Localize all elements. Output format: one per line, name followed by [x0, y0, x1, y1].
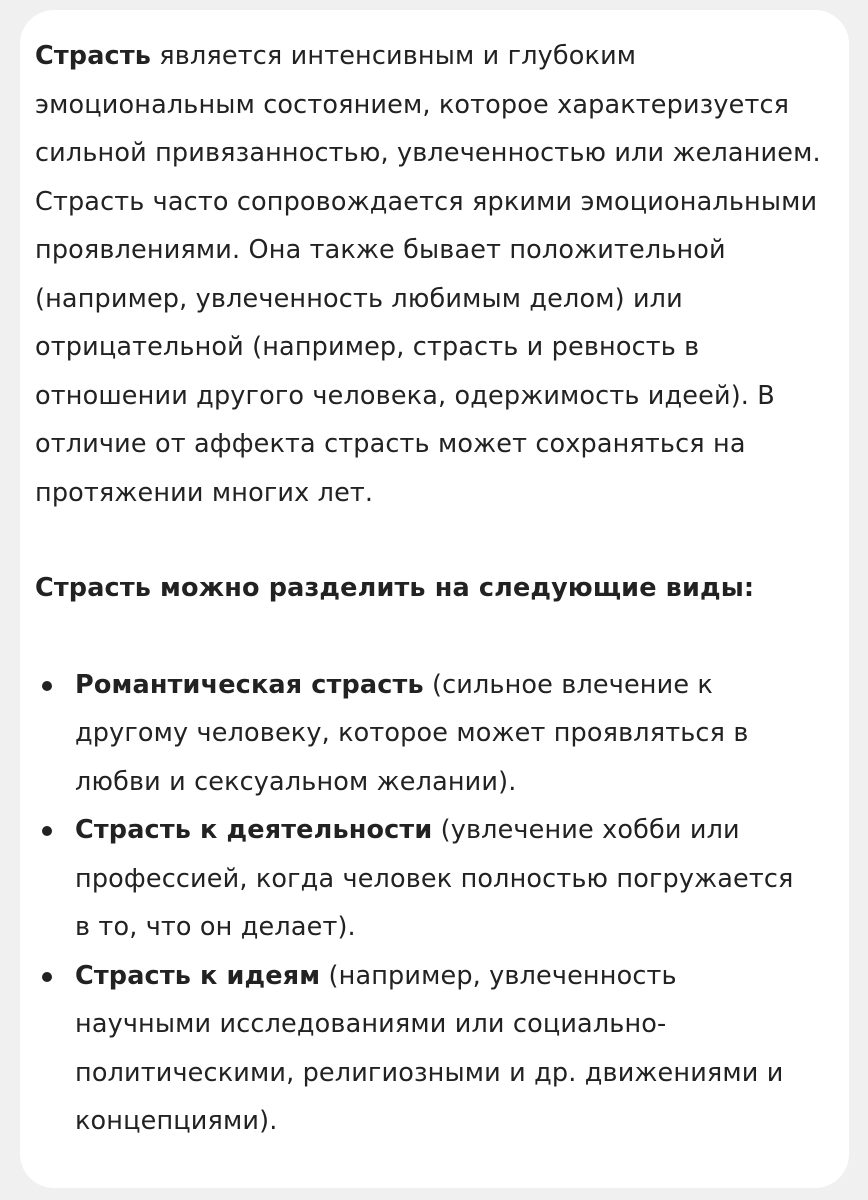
- kinds-heading: Страсть можно разделить на следующие виды:: [35, 573, 755, 603]
- list-item-term: Страсть к идеям: [75, 960, 321, 991]
- message-card: [20, 10, 849, 1188]
- intro-paragraph: [35, 32, 835, 517]
- kinds-list: [35, 661, 795, 1146]
- list-item-text: (увлечение хобби или профессией, когда человек полностью погружается в то, что он делает).: [75, 815, 794, 942]
- intro-text: является интенсивным и глубоким эмоциональным состоянием, которое характеризуется сильной привязанностью, увлеченностью или желанием. Страсть часто сопровождается яркими эмоциональными проявлениями. Она также бывает положительной (например, увлеченность любимым делом) или отрицательной (например, страсть и ревность в отношении другого человека, одержимость идеей). В отличие от аффекта страсть может сохраняться на протяжении многих лет.: [35, 41, 821, 508]
- bullet-icon: [42, 826, 52, 836]
- list-item-term: Страсть к деятельности: [75, 815, 433, 845]
- intro-term: Страсть: [35, 41, 152, 71]
- list-item: [35, 806, 795, 952]
- list-item-text: (сильное влечение к другому человеку, которое может проявляться в любви и сексуальном желании).: [75, 669, 749, 797]
- bullet-icon: [42, 972, 52, 982]
- bullet-icon: [42, 681, 52, 691]
- list-item: [35, 661, 795, 807]
- list-item-term: Романтическая страсть: [75, 669, 424, 700]
- list-item-text: (например, увлеченность научными исследованиями или социально-политическими, религиозными и др. движениями и концепциями).: [75, 960, 784, 1136]
- list-item: [35, 952, 795, 1146]
